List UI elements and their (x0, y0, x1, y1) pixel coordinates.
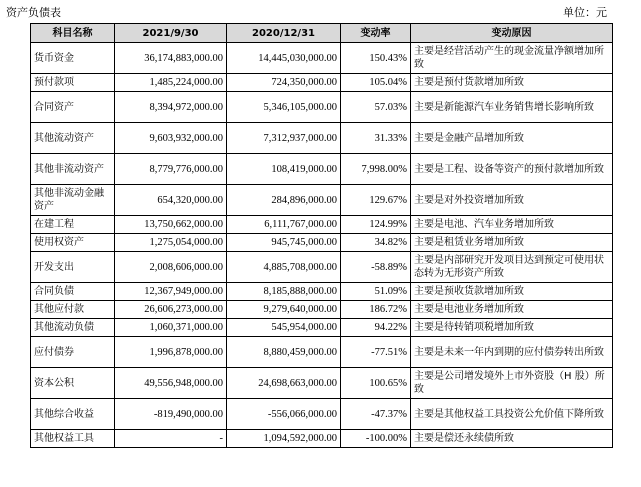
cell-value-2020: 5,346,105,000.00 (227, 92, 341, 123)
cell-change-reason: 主要是待转销项税增加所致 (411, 319, 613, 337)
cell-item-name: 其他非流动资产 (31, 154, 115, 185)
header-2020: 2020/12/31 (227, 24, 341, 43)
cell-value-2021: 13,750,662,000.00 (115, 216, 227, 234)
cell-change-rate: 100.65% (341, 368, 411, 399)
cell-change-reason: 主要是预收货款增加所致 (411, 283, 613, 301)
cell-item-name: 其他权益工具 (31, 430, 115, 448)
cell-item-name: 其他应付款 (31, 301, 115, 319)
table-row (31, 185, 613, 216)
table-row (31, 43, 613, 74)
cell-value-2020: 7,312,937,000.00 (227, 123, 341, 154)
cell-change-rate: -77.51% (341, 337, 411, 368)
table-row (31, 337, 613, 368)
cell-change-reason: 主要是内部研究开发项目达到预定可使用状态转为无形资产所致 (411, 252, 613, 283)
cell-item-name: 资本公积 (31, 368, 115, 399)
cell-item-name: 开发支出 (31, 252, 115, 283)
cell-value-2020: 6,111,767,000.00 (227, 216, 341, 234)
table-row (31, 283, 613, 301)
table-row (31, 154, 613, 185)
cell-value-2020: -556,066,000.00 (227, 399, 341, 430)
table-row (31, 319, 613, 337)
cell-item-name: 使用权资产 (31, 234, 115, 252)
cell-change-rate: 7,998.00% (341, 154, 411, 185)
header-change-rate: 变动率 (341, 24, 411, 43)
cell-change-reason: 主要是金融产品增加所致 (411, 123, 613, 154)
header-item-name: 科目名称 (31, 24, 115, 43)
cell-value-2021: 1,060,371,000.00 (115, 319, 227, 337)
cell-item-name: 货币资金 (31, 43, 115, 74)
cell-change-reason: 主要是经营活动产生的现金流量净额增加所致 (411, 43, 613, 74)
table-row (31, 430, 613, 448)
cell-change-rate: 94.22% (341, 319, 411, 337)
cell-change-reason: 主要是预付货款增加所致 (411, 74, 613, 92)
cell-item-name: 其他综合收益 (31, 399, 115, 430)
table-row (31, 399, 613, 430)
cell-value-2020: 8,880,459,000.00 (227, 337, 341, 368)
cell-value-2021: 8,779,776,000.00 (115, 154, 227, 185)
cell-item-name: 其他非流动金融资产 (31, 185, 115, 216)
cell-value-2021: 1,996,878,000.00 (115, 337, 227, 368)
table-title: 资产负债表 (6, 6, 61, 19)
cell-item-name: 预付款项 (31, 74, 115, 92)
cell-value-2021: 654,320,000.00 (115, 185, 227, 216)
cell-item-name: 其他流动资产 (31, 123, 115, 154)
cell-value-2020: 9,279,640,000.00 (227, 301, 341, 319)
cell-change-reason: 主要是未来一年内到期的应付债券转出所致 (411, 337, 613, 368)
cell-value-2021: 2,008,606,000.00 (115, 252, 227, 283)
balance-sheet-table (30, 23, 613, 448)
cell-change-reason: 主要是租赁业务增加所致 (411, 234, 613, 252)
cell-value-2021: 8,394,972,000.00 (115, 92, 227, 123)
cell-item-name: 合同资产 (31, 92, 115, 123)
cell-change-rate: 105.04% (341, 74, 411, 92)
cell-value-2020: 8,185,888,000.00 (227, 283, 341, 301)
cell-value-2021: 12,367,949,000.00 (115, 283, 227, 301)
cell-change-rate: 124.99% (341, 216, 411, 234)
table-row (31, 123, 613, 154)
cell-value-2020: 1,094,592,000.00 (227, 430, 341, 448)
cell-item-name: 应付债券 (31, 337, 115, 368)
cell-change-rate: -58.89% (341, 252, 411, 283)
table-row (31, 216, 613, 234)
cell-change-rate: 34.82% (341, 234, 411, 252)
cell-change-rate: 57.03% (341, 92, 411, 123)
cell-change-reason: 主要是工程、设备等资产的预付款增加所致 (411, 154, 613, 185)
header-change-reason: 变动原因 (411, 24, 613, 43)
cell-change-reason: 主要是偿还永续债所致 (411, 430, 613, 448)
cell-value-2021: - (115, 430, 227, 448)
cell-value-2020: 545,954,000.00 (227, 319, 341, 337)
cell-value-2021: 1,485,224,000.00 (115, 74, 227, 92)
cell-change-reason: 主要是电池、汽车业务增加所致 (411, 216, 613, 234)
cell-change-rate: -47.37% (341, 399, 411, 430)
cell-value-2020: 284,896,000.00 (227, 185, 341, 216)
cell-value-2021: 26,606,273,000.00 (115, 301, 227, 319)
table-body (31, 43, 613, 448)
cell-change-rate: 51.09% (341, 283, 411, 301)
table-row (31, 368, 613, 399)
cell-value-2021: -819,490,000.00 (115, 399, 227, 430)
table-row (31, 74, 613, 92)
cell-item-name: 其他流动负债 (31, 319, 115, 337)
cell-change-rate: 31.33% (341, 123, 411, 154)
cell-change-rate: 129.67% (341, 185, 411, 216)
cell-change-reason: 主要是对外投资增加所致 (411, 185, 613, 216)
cell-item-name: 在建工程 (31, 216, 115, 234)
cell-value-2020: 724,350,000.00 (227, 74, 341, 92)
cell-value-2021: 9,603,932,000.00 (115, 123, 227, 154)
unit-label: 单位：元 (563, 6, 607, 19)
cell-change-rate: 186.72% (341, 301, 411, 319)
cell-value-2020: 14,445,030,000.00 (227, 43, 341, 74)
cell-item-name: 合同负债 (31, 283, 115, 301)
cell-change-reason: 主要是电池业务增加所致 (411, 301, 613, 319)
cell-value-2021: 49,556,948,000.00 (115, 368, 227, 399)
cell-change-reason: 主要是新能源汽车业务销售增长影响所致 (411, 92, 613, 123)
cell-change-rate: 150.43% (341, 43, 411, 74)
table-row (31, 301, 613, 319)
header-row (31, 24, 613, 43)
cell-value-2020: 4,885,708,000.00 (227, 252, 341, 283)
caption-row (0, 0, 641, 22)
cell-value-2020: 945,745,000.00 (227, 234, 341, 252)
header-2021: 2021/9/30 (115, 24, 227, 43)
table-row (31, 92, 613, 123)
table-row (31, 252, 613, 283)
cell-value-2021: 1,275,054,000.00 (115, 234, 227, 252)
cell-value-2020: 108,419,000.00 (227, 154, 341, 185)
cell-value-2021: 36,174,883,000.00 (115, 43, 227, 74)
table-row (31, 234, 613, 252)
cell-value-2020: 24,698,663,000.00 (227, 368, 341, 399)
cell-change-reason: 主要是其他权益工具投资公允价值下降所致 (411, 399, 613, 430)
cell-change-reason: 主要是公司增发境外上市外资股（H 股）所致 (411, 368, 613, 399)
cell-change-rate: -100.00% (341, 430, 411, 448)
